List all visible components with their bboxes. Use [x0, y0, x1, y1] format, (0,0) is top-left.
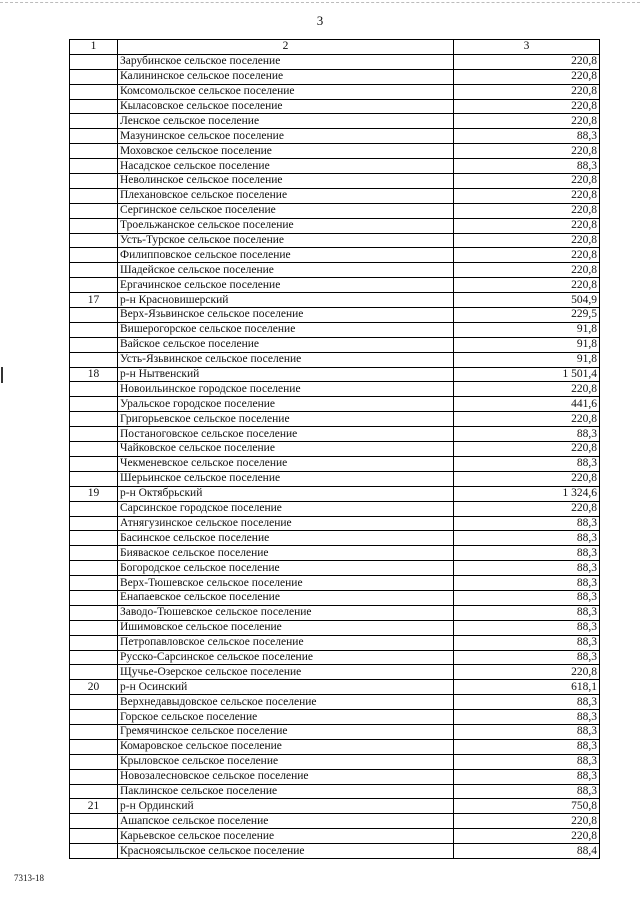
- table-row: [70, 784, 600, 799]
- table-row: [70, 590, 600, 605]
- amount-cell: 88,3: [454, 456, 600, 471]
- settlement-name-cell: Кыласовское сельское поселение: [118, 99, 454, 114]
- row-number-cell: [70, 263, 118, 278]
- amount-cell: 220,8: [454, 442, 600, 457]
- row-number-cell: [70, 501, 118, 516]
- amount-cell: 88,3: [454, 516, 600, 531]
- table-row: [70, 203, 600, 218]
- row-number-cell: [70, 650, 118, 665]
- settlement-name-cell: Заводо-Тюшевское сельское поселение: [118, 605, 454, 620]
- column-header-number: 1: [70, 40, 118, 55]
- amount-cell: 88,3: [454, 769, 600, 784]
- settlement-name-cell: Неволинское сельское поселение: [118, 174, 454, 189]
- amount-cell: 88,4: [454, 844, 600, 859]
- row-number-cell: 20: [70, 680, 118, 695]
- amount-cell: 91,8: [454, 337, 600, 352]
- table-row: [70, 754, 600, 769]
- amount-cell: 220,8: [454, 99, 600, 114]
- settlement-name-cell: Комаровское сельское поселение: [118, 739, 454, 754]
- settlement-name-cell: Григорьевское сельское поселение: [118, 412, 454, 427]
- table-row: [70, 233, 600, 248]
- settlement-name-cell: Ишимовское сельское поселение: [118, 620, 454, 635]
- table-row: [70, 724, 600, 739]
- table-row: [70, 263, 600, 278]
- settlement-name-cell: Бияваское сельское поселение: [118, 546, 454, 561]
- row-number-cell: [70, 322, 118, 337]
- row-number-cell: 19: [70, 486, 118, 501]
- document-code: 7313-18: [14, 873, 44, 883]
- table-row: [70, 799, 600, 814]
- settlement-name-cell: Насадское сельское поселение: [118, 159, 454, 174]
- amount-cell: 220,8: [454, 665, 600, 680]
- amount-cell: 88,3: [454, 620, 600, 635]
- amount-cell: 220,8: [454, 501, 600, 516]
- amount-cell: 441,6: [454, 397, 600, 412]
- row-number-cell: [70, 605, 118, 620]
- amount-cell: 618,1: [454, 680, 600, 695]
- table-row: [70, 412, 600, 427]
- settlement-name-cell: Шадейское сельское поселение: [118, 263, 454, 278]
- table-row: [70, 352, 600, 367]
- amount-cell: 88,3: [454, 710, 600, 725]
- amount-cell: 220,8: [454, 114, 600, 129]
- amount-cell: 88,3: [454, 784, 600, 799]
- row-number-cell: 21: [70, 799, 118, 814]
- table-row: [70, 620, 600, 635]
- settlement-name-cell: Моховское сельское поселение: [118, 144, 454, 159]
- settlement-name-cell: Верх-Тюшевское сельское поселение: [118, 576, 454, 591]
- row-number-cell: [70, 352, 118, 367]
- table-row: [70, 471, 600, 486]
- row-number-cell: [70, 248, 118, 263]
- table-row: [70, 665, 600, 680]
- table-row: [70, 814, 600, 829]
- table-row: [70, 129, 600, 144]
- table-row: [70, 739, 600, 754]
- settlement-name-cell: Усть-Язьвинское сельское поселение: [118, 352, 454, 367]
- row-number-cell: [70, 844, 118, 859]
- table-row: [70, 650, 600, 665]
- row-number-cell: [70, 233, 118, 248]
- row-number-cell: [70, 84, 118, 99]
- amount-cell: 88,3: [454, 739, 600, 754]
- settlement-name-cell: Атнягузинское сельское поселение: [118, 516, 454, 531]
- amount-cell: 220,8: [454, 84, 600, 99]
- amount-cell: 504,9: [454, 293, 600, 308]
- settlement-name-cell: Красноясыльское сельское поселение: [118, 844, 454, 859]
- row-number-cell: [70, 784, 118, 799]
- settlement-name-cell: Ергачинское сельское поселение: [118, 278, 454, 293]
- row-number-cell: [70, 456, 118, 471]
- amount-cell: 220,8: [454, 144, 600, 159]
- settlement-name-cell: Верхнедавыдовское сельское поселение: [118, 695, 454, 710]
- amount-cell: 88,3: [454, 695, 600, 710]
- table-row: [70, 486, 600, 501]
- table-row: [70, 605, 600, 620]
- row-number-cell: [70, 308, 118, 323]
- settlement-name-cell: р-н Осинский: [118, 680, 454, 695]
- row-number-cell: [70, 442, 118, 457]
- settlement-name-cell: Постаноговское сельское поселение: [118, 427, 454, 442]
- settlement-name-cell: Сарсинское городское поселение: [118, 501, 454, 516]
- table-row: [70, 769, 600, 784]
- settlement-name-cell: Новоильинское городское поселение: [118, 382, 454, 397]
- settlement-name-cell: Верх-Язьвинское сельское поселение: [118, 308, 454, 323]
- settlement-name-cell: Усть-Турское сельское поселение: [118, 233, 454, 248]
- table-row: [70, 844, 600, 859]
- table-row: [70, 99, 600, 114]
- row-number-cell: [70, 99, 118, 114]
- table-row: [70, 188, 600, 203]
- row-number-cell: [70, 546, 118, 561]
- settlement-name-cell: Вишерогорское сельское поселение: [118, 322, 454, 337]
- amount-cell: 220,8: [454, 382, 600, 397]
- row-number-cell: [70, 769, 118, 784]
- settlement-name-cell: р-н Ординский: [118, 799, 454, 814]
- row-number-cell: [70, 412, 118, 427]
- settlement-name-cell: Уральское городское поселение: [118, 397, 454, 412]
- row-number-cell: [70, 724, 118, 739]
- amount-cell: 220,8: [454, 218, 600, 233]
- table-row: [70, 710, 600, 725]
- amount-cell: 220,8: [454, 188, 600, 203]
- table-row: [70, 337, 600, 352]
- settlement-name-cell: р-н Красновишерский: [118, 293, 454, 308]
- settlement-name-cell: Паклинское сельское поселение: [118, 784, 454, 799]
- settlement-name-cell: Русско-Сарсинское сельское поселение: [118, 650, 454, 665]
- amount-cell: 88,3: [454, 724, 600, 739]
- settlement-name-cell: Петропавловское сельское поселение: [118, 635, 454, 650]
- settlement-name-cell: Карьевское сельское поселение: [118, 829, 454, 844]
- table-row: [70, 367, 600, 382]
- amount-cell: 220,8: [454, 69, 600, 84]
- table-row: [70, 144, 600, 159]
- settlement-name-cell: Ленское сельское поселение: [118, 114, 454, 129]
- scan-top-edge: [0, 2, 640, 4]
- row-number-cell: [70, 516, 118, 531]
- table-row: [70, 576, 600, 591]
- amount-cell: 88,3: [454, 576, 600, 591]
- amount-cell: 220,8: [454, 174, 600, 189]
- table-row: [70, 248, 600, 263]
- table-row: [70, 516, 600, 531]
- table-row: [70, 382, 600, 397]
- settlement-name-cell: р-н Нытвенский: [118, 367, 454, 382]
- row-number-cell: [70, 471, 118, 486]
- row-number-cell: [70, 174, 118, 189]
- table-row: [70, 159, 600, 174]
- table-row: [70, 546, 600, 561]
- allocation-table: [69, 39, 600, 859]
- amount-cell: 88,3: [454, 754, 600, 769]
- settlement-name-cell: Калининское сельское поселение: [118, 69, 454, 84]
- amount-cell: 88,3: [454, 650, 600, 665]
- amount-cell: 220,8: [454, 54, 600, 69]
- settlement-name-cell: Чайковское сельское поселение: [118, 442, 454, 457]
- row-number-cell: [70, 159, 118, 174]
- amount-cell: 220,8: [454, 814, 600, 829]
- settlement-name-cell: Гремячинское сельское поселение: [118, 724, 454, 739]
- settlement-name-cell: Богородское сельское поселение: [118, 561, 454, 576]
- table-row: [70, 561, 600, 576]
- row-number-cell: 17: [70, 293, 118, 308]
- row-number-cell: [70, 635, 118, 650]
- settlement-name-cell: Сергинское сельское поселение: [118, 203, 454, 218]
- amount-cell: 220,8: [454, 278, 600, 293]
- row-number-cell: [70, 69, 118, 84]
- table-row: [70, 397, 600, 412]
- amount-cell: 220,8: [454, 233, 600, 248]
- row-number-cell: [70, 561, 118, 576]
- table-row: [70, 69, 600, 84]
- amount-cell: 220,8: [454, 263, 600, 278]
- amount-cell: 88,3: [454, 635, 600, 650]
- table-row: [70, 427, 600, 442]
- scan-margin-mark: [1, 367, 3, 383]
- amount-cell: 88,3: [454, 605, 600, 620]
- settlement-name-cell: Чекменевское сельское поселение: [118, 456, 454, 471]
- row-number-cell: [70, 203, 118, 218]
- settlement-name-cell: Шерьинское сельское поселение: [118, 471, 454, 486]
- settlement-name-cell: Филипповское сельское поселение: [118, 248, 454, 263]
- amount-cell: 91,8: [454, 352, 600, 367]
- settlement-name-cell: Вайское сельское поселение: [118, 337, 454, 352]
- table-row: [70, 635, 600, 650]
- amount-cell: 88,3: [454, 129, 600, 144]
- amount-cell: 91,8: [454, 322, 600, 337]
- row-number-cell: [70, 382, 118, 397]
- amount-cell: 1 324,6: [454, 486, 600, 501]
- amount-cell: 220,8: [454, 829, 600, 844]
- settlement-name-cell: Крыловское сельское поселение: [118, 754, 454, 769]
- row-number-cell: [70, 814, 118, 829]
- settlement-name-cell: Щучье-Озерское сельское поселение: [118, 665, 454, 680]
- amount-cell: 220,8: [454, 412, 600, 427]
- row-number-cell: [70, 144, 118, 159]
- amount-cell: 220,8: [454, 248, 600, 263]
- amount-cell: 88,3: [454, 546, 600, 561]
- settlement-name-cell: Ашапское сельское поселение: [118, 814, 454, 829]
- row-number-cell: [70, 576, 118, 591]
- settlement-name-cell: Енапаевское сельское поселение: [118, 590, 454, 605]
- settlement-name-cell: Новозалесновское сельское поселение: [118, 769, 454, 784]
- table-row: [70, 218, 600, 233]
- column-header-name: 2: [118, 40, 454, 55]
- table-row: [70, 293, 600, 308]
- table-body: [70, 54, 600, 858]
- table-row: [70, 174, 600, 189]
- row-number-cell: [70, 590, 118, 605]
- settlement-name-cell: Басинское сельское поселение: [118, 531, 454, 546]
- table-row: [70, 54, 600, 69]
- amount-cell: 88,3: [454, 427, 600, 442]
- row-number-cell: [70, 531, 118, 546]
- row-number-cell: [70, 54, 118, 69]
- table-row: [70, 84, 600, 99]
- table-row: [70, 322, 600, 337]
- row-number-cell: [70, 710, 118, 725]
- settlement-name-cell: Зарубинское сельское поселение: [118, 54, 454, 69]
- row-number-cell: [70, 739, 118, 754]
- amount-cell: 220,8: [454, 203, 600, 218]
- table-row: [70, 114, 600, 129]
- table-row: [70, 531, 600, 546]
- table-row: [70, 680, 600, 695]
- settlement-name-cell: Троельжанское сельское поселение: [118, 218, 454, 233]
- settlement-name-cell: р-н Октябрьский: [118, 486, 454, 501]
- row-number-cell: [70, 278, 118, 293]
- settlement-name-cell: Комсомольское сельское поселение: [118, 84, 454, 99]
- page-number: 3: [316, 13, 324, 28]
- table-row: [70, 501, 600, 516]
- row-number-cell: [70, 129, 118, 144]
- amount-cell: 88,3: [454, 590, 600, 605]
- row-number-cell: [70, 695, 118, 710]
- table-row: [70, 456, 600, 471]
- table-header-row: [70, 40, 600, 55]
- settlement-name-cell: Плехановское сельское поселение: [118, 188, 454, 203]
- amount-cell: 750,8: [454, 799, 600, 814]
- row-number-cell: [70, 337, 118, 352]
- row-number-cell: [70, 754, 118, 769]
- amount-cell: 1 501,4: [454, 367, 600, 382]
- table-row: [70, 442, 600, 457]
- row-number-cell: [70, 188, 118, 203]
- table-row: [70, 695, 600, 710]
- row-number-cell: 18: [70, 367, 118, 382]
- amount-cell: 220,8: [454, 471, 600, 486]
- column-header-value: 3: [454, 40, 600, 55]
- amount-cell: 88,3: [454, 561, 600, 576]
- row-number-cell: [70, 114, 118, 129]
- amount-cell: 88,3: [454, 159, 600, 174]
- table-row: [70, 278, 600, 293]
- row-number-cell: [70, 427, 118, 442]
- row-number-cell: [70, 397, 118, 412]
- settlement-name-cell: Горское сельское поселение: [118, 710, 454, 725]
- row-number-cell: [70, 218, 118, 233]
- row-number-cell: [70, 665, 118, 680]
- amount-cell: 229,5: [454, 308, 600, 323]
- table-row: [70, 308, 600, 323]
- row-number-cell: [70, 620, 118, 635]
- row-number-cell: [70, 829, 118, 844]
- amount-cell: 88,3: [454, 531, 600, 546]
- settlement-name-cell: Мазунинское сельское поселение: [118, 129, 454, 144]
- table-row: [70, 829, 600, 844]
